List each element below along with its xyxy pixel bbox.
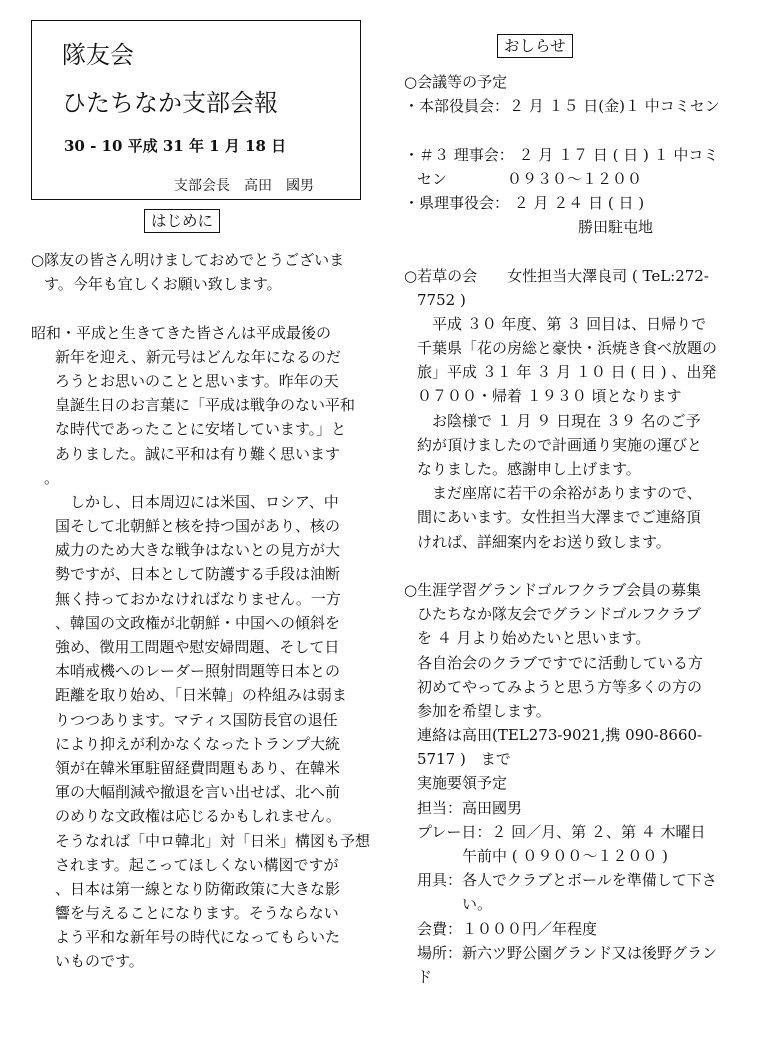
notice-heading: おしらせ (497, 34, 573, 58)
notice-line: ド (417, 967, 433, 986)
notice-line: 用具：各人でクラブとボールを準備して下さ (417, 871, 717, 890)
notice-line: を ４ 月より始めたいと思います。 (417, 629, 651, 648)
intro-line: 領が在韓米軍駐留経費問題もあり、在韓米 (55, 758, 341, 777)
notice-line: 実施要領予定 (417, 774, 508, 793)
intro-line: ○隊友の皆さん明けましておめでとうございま (31, 251, 345, 269)
intro-line: 皇誕生日のお言葉に「平成は戦争のない平和 (55, 396, 356, 415)
intro-line: 響を与えることになります。そうならない (55, 904, 339, 923)
intro-line: 距離を取り始め、「日米韓」の枠組みは弱ま (55, 686, 347, 705)
spacer (404, 118, 754, 142)
notice-line: ○若草の会 女性担当大澤良司 ( TeL:272- (404, 266, 709, 285)
notice-line: ければ、詳細案内をお送り致します。 (417, 532, 671, 551)
intro-line: 勢ですが、日本として防護する手段は油断 (55, 565, 341, 584)
intro-line: 強め、徴用工問題や慰安婦問題、そして日 (55, 638, 340, 656)
notice-line: プレー日：２ 回／月、第 ２、第 ４ 木曜日 (417, 822, 706, 841)
notice-line: 場所：新六ツ野公園グランド又は後野グラン (417, 943, 718, 962)
notice-line: 7752 ) (417, 290, 466, 309)
intro-line: しかし、日本周辺には米国、ロシア、中 (55, 492, 339, 511)
notice-line: 参加を希望します。 (417, 701, 551, 720)
intro-line: 、韓国の文政権が北朝鮮・中国への傾斜を (55, 613, 341, 632)
intro-column (31, 248, 381, 974)
spacer (404, 554, 754, 578)
intro-line: そうなれば「中ロ韓北」対「日米」構図も予想 (55, 831, 371, 850)
notice-line: 平成 ３０ 年度、第 ３ 回目は、日帰りで (417, 314, 707, 333)
spacer (404, 239, 754, 263)
notice-line: お陰様で １ 月 ９ 日現在 ３９ 名のご予 (417, 411, 701, 430)
notice-line: ・本部役員会：２ 月 １５ 日(金)１ 中コミセン (404, 97, 720, 116)
intro-line: いものです。 (55, 952, 144, 971)
notice-line: ・＃３ 理事会： ２ 月 １７ 日 ( 日 ) １ 中コミ (404, 145, 719, 164)
notice-line: 5717 ) まで (417, 750, 511, 769)
notice-line: ○会議等の予定 (404, 73, 508, 91)
notice-column (404, 70, 754, 989)
intro-line: す。今年も宜しくお願い致します。 (44, 275, 282, 294)
notice-line: ・県理事役会： ２ 月 ２４ 日 ( 日 ) (404, 193, 645, 212)
spacer (31, 296, 381, 320)
intro-line: 無く持っておかなければなりません。一方 (55, 589, 341, 608)
notice-line: 約が頂けましたので計画通り実施の運びと (417, 435, 703, 454)
newsletter-title: ひたちなか支部会報 (62, 89, 278, 117)
notice-line: 間にあいます。女性担当大澤までご連絡頂 (417, 508, 701, 527)
issue-date: 30 - 10 平成 31 年 1 月 18 日 (64, 137, 287, 155)
notice-line: 午前中 ( ０９００～１２００ ) (462, 847, 669, 865)
notice-line: 担当：高田國男 (417, 798, 523, 817)
notice-line: 勝田駐屯地 (578, 218, 654, 237)
organization-name: 隊友会 (62, 41, 134, 69)
notice-line: セン ０９３０～１２００ (417, 169, 643, 188)
intro-line: よう平和な新年号の時代になってもらいた (55, 928, 341, 947)
notice-line: ○生涯学習グランドゴルフクラブ会員の募集 (404, 580, 702, 599)
intro-line: 、日本は第一線となり防衛政策に大きな影 (55, 879, 341, 898)
intro-heading: はじめに (144, 209, 220, 233)
notice-line: なりました。感謝申し上げます。 (417, 460, 641, 478)
intro-line: ろうとお思いのことと思います。昨年の天 (55, 371, 339, 390)
intro-line: 昭和・平成と生きてきた皆さんは平成最後の (31, 323, 332, 342)
intro-line: 国そして北朝鮮と核を持つ国があり、核の (55, 517, 341, 536)
notice-line: 初めてやってみようと思う方等多くの方の (417, 677, 703, 696)
notice-line: 連絡は高田(TEL273-9021,携 090-8660- (417, 726, 703, 745)
notice-line: い。 (462, 895, 493, 914)
notice-line: 会費：１０００円／年程度 (417, 919, 598, 938)
author-line: 支部会長 高田 國男 (174, 178, 314, 194)
notice-line: ０７００・帰着 １９３０ 頃となります (417, 387, 682, 406)
intro-line: 本哨戒機へのレーダー照射問題等日本との (55, 662, 341, 681)
notice-line: まだ座席に若干の余裕がありますので、 (417, 484, 702, 503)
intro-line: な時代であったことに安堵しています。」と (55, 420, 347, 439)
intro-line: 威力のため大きな戦争はないとの見方が大 (55, 541, 341, 560)
intro-line: されます。起こってほしくない構図ですが (55, 855, 339, 874)
intro-line: ありました。誠に平和は有り難く思います (55, 444, 341, 463)
intro-line: により抑えが利かなくなったトランプ大統 (55, 734, 341, 753)
notice-line: 各自治会のクラブですでに活動している方 (417, 653, 703, 672)
intro-line: 新年を迎え、新元号はどんな年になるのだ (55, 347, 341, 366)
intro-line: 。 (44, 468, 60, 487)
masthead-box (31, 20, 361, 200)
notice-line: 旅」平成 ３１ 年 ３ 月 １０ 日 ( 日 ) 、出発 (417, 363, 717, 382)
intro-line: 軍の大幅削減や撤退を言い出せば、北へ前 (55, 783, 341, 802)
intro-line: りつつあります。マティス国防長官の退任 (55, 710, 338, 729)
notice-line: 千葉県「花の房総と豪快・浜焼き食べ放題の (417, 339, 718, 358)
notice-line: ひたちなか隊友会でグランドゴルフクラブ (417, 605, 701, 624)
intro-line: のめりな文政権は応じるかもしれません。 (55, 807, 341, 826)
